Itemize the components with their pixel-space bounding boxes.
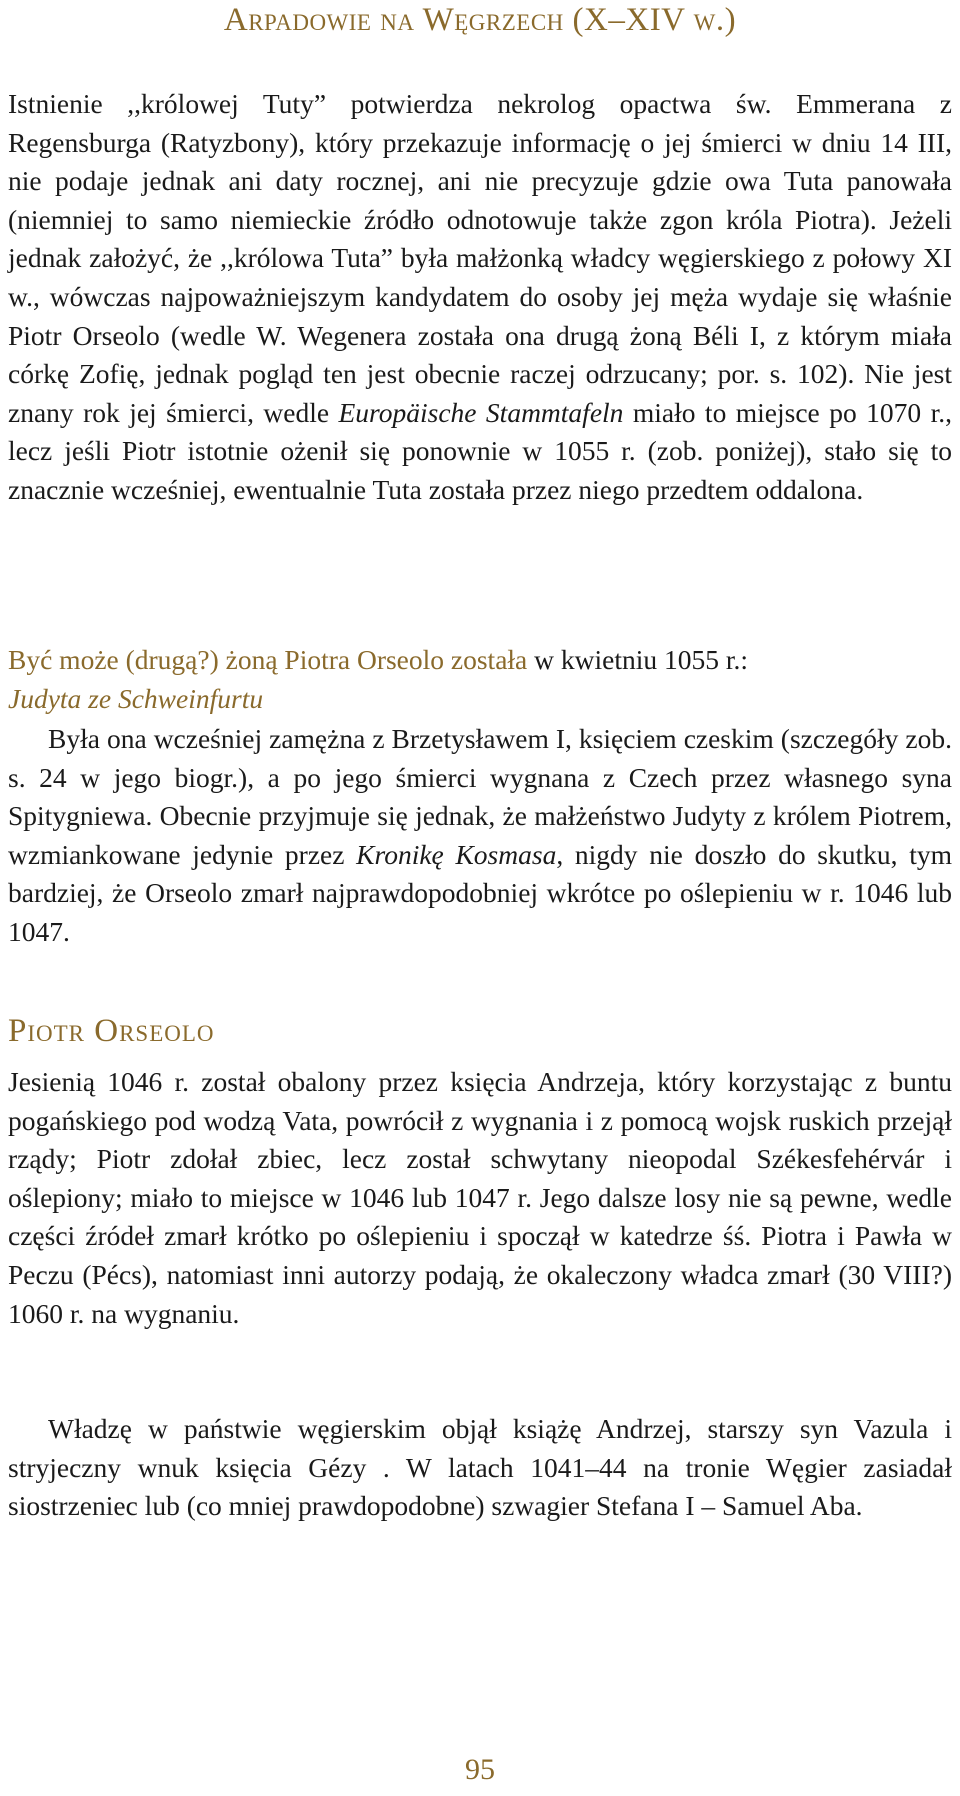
stammtafeln-title: Europäische Stammtafeln xyxy=(338,396,624,428)
document-page xyxy=(8,0,952,1796)
kosmas-chronicle-title: Kronikę Kosmasa xyxy=(356,838,557,870)
paragraph-judyta-text-2: , nigdy nie doszło do skutku, tym bardziej, że Orseolo zmarł najprawdopodobniej wkrótce po oślepieniu w r. 1046 lub 1047. xyxy=(8,838,952,947)
paragraph-andrzej: Władzę w państwie węgierskim objął książę Andrzej, starszy syn Vazula i stryjeczny wnuk księcia Gézy . W latach 1041–44 na tronie Węgier zasiadał siostrzeniec lub (co mniej prawdopodobne) szwagier Stefana I – Samuel Aba. xyxy=(8,1413,952,1522)
page-number: 95 xyxy=(465,1753,495,1786)
paragraph-tuta-text-1: Istnienie ,,królowej Tuty” potwierdza nekrolog opactwa św. Emmerana z Regensburga (Ratyzbony), który przekazuje informację o jej śmierci w dniu 14 III, nie podaje jednak ani daty rocznej, ani nie precyzuje gdzie owa Tuta panowała (niemniej to samo niemieckie źródło odnotowuje także zgon króla Piotra). Jeżeli jednak założyć, że ,,królowa Tuta” była małżonką władcy węgierskiego z połowy XI w., wówczas najpoważniejszym kandydatem do osoby jej męża wydaje się właśnie Piotr Orseolo (wedle W. Wegenera została ona drugą żoną Béli I, z którym miała córkę Zofię, jednak pogląd ten jest obecnie raczej odrzucany; por. s. 102). Nie jest znany rok jej śmierci, wedle xyxy=(8,88,952,428)
paragraph-piotr: Jesienią 1046 r. został obalony przez księcia Andrzeja, który korzystając z buntu pogańskiego pod wodzą Vata, powrócił z wygnania i z pomocą wojsk ruskich przejął rządy; Piotr zdołał zbiec, lecz został schwytany nieopodal Székesfehérvár i oślepiony; miało to miejsce w 1046 lub 1047 r. Jego dalsze losy nie są pewne, wedle części źródeł zmarł krótko po oślepieniu i spoczął w katedrze śś. Piotra i Pawła w Peczu (Pécs), natomiast inni autorzy podają, że okaleczony władca zmarł (30 VIII?) 1060 r. na wygnaniu. xyxy=(8,1066,952,1329)
spouse-name: Judyta ze Schweinfurtu xyxy=(8,683,264,714)
paragraph-judyta-text-1: Była ona wcześniej zamężna z Brzetysławem I, księciem czeskim (szczegóły zob. s. 24 w jego biogr.), a po jego śmierci wygnana z Czech przez własnego syna Spitygniewa. Obecnie przyjmuje się jednak, że małżeństwo Judyty z królem Piotrem, wzmiankowane jedynie przez xyxy=(8,723,952,870)
marriage-date: w kwietniu 1055 r.: xyxy=(527,644,749,675)
marriage-highlight: Być może (drugą?) żoną Piotra Orseolo została xyxy=(8,644,528,675)
paragraph-tuta-text-2: miało to miejsce po 1070 r., lecz jeśli Piotr istotnie ożenił się ponownie w 1055 r. (zob. poniżej), stało się to znacznie wcześniej, ewentualnie Tuta została przez niego przedtem oddalona. xyxy=(8,396,952,505)
running-title: Arpadowie na Węgrzech (X–XIV w.) xyxy=(223,2,737,38)
marriage-line xyxy=(8,641,748,680)
paragraph-judyta xyxy=(8,720,952,952)
section-heading: Piotr Orseolo xyxy=(8,1013,215,1049)
paragraph-tuta xyxy=(8,85,952,510)
